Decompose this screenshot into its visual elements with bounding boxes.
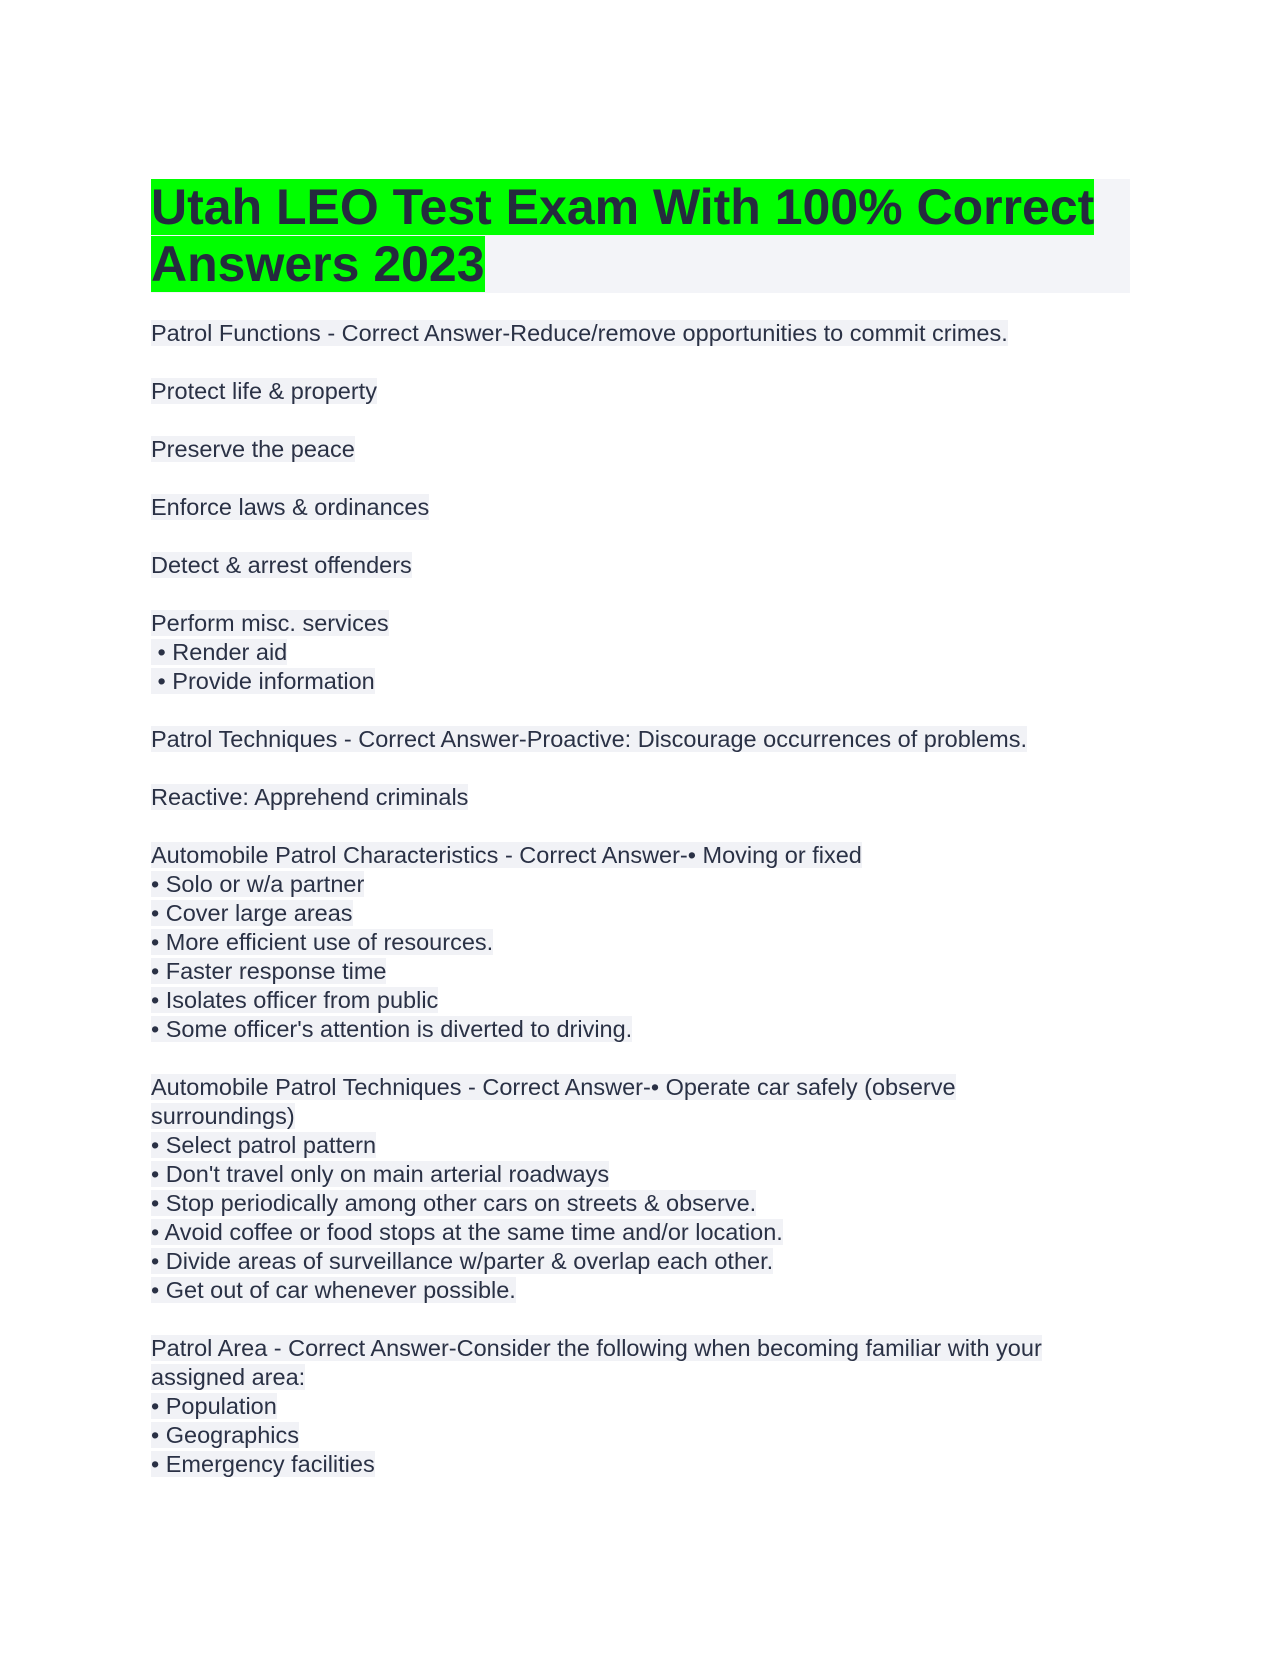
paragraph-line (151, 1392, 1130, 1421)
paragraph-line (151, 1073, 1130, 1102)
paragraph-line (151, 841, 1130, 870)
paragraph-line (151, 1334, 1130, 1363)
paragraph-line (151, 667, 1130, 696)
paragraph-line (151, 986, 1130, 1015)
paragraph-line (151, 1450, 1130, 1479)
line-text: • Divide areas of surveillance w/parter & overlap each other. (151, 1248, 774, 1274)
paragraph-line (151, 1421, 1130, 1450)
line-text: surroundings) (151, 1103, 295, 1129)
paragraph-line (151, 1189, 1130, 1218)
paragraph-line (151, 725, 1130, 754)
line-text: • Provide information (151, 668, 375, 694)
line-text: Protect life & property (151, 378, 377, 404)
paragraph-line (151, 319, 1130, 348)
line-text: • Don't travel only on main arterial roadways (151, 1161, 610, 1187)
paragraph (151, 1334, 1130, 1479)
line-text: • Geographics (151, 1422, 299, 1448)
document-body (151, 319, 1130, 1479)
paragraph-line (151, 638, 1130, 667)
paragraph (151, 841, 1130, 1044)
paragraph-line (151, 551, 1130, 580)
line-text: Detect & arrest offenders (151, 552, 412, 578)
line-text: assigned area: (151, 1364, 306, 1390)
paragraph (151, 725, 1130, 754)
paragraph-line (151, 377, 1130, 406)
line-text: • Population (151, 1393, 277, 1419)
paragraph-line (151, 783, 1130, 812)
line-text: • Some officer's attention is diverted to driving. (151, 1016, 633, 1042)
line-text: Automobile Patrol Techniques - Correct Answer-• Operate car safely (observe (151, 1074, 956, 1100)
line-text: • Render aid (151, 639, 288, 665)
line-text: • Isolates officer from public (151, 987, 439, 1013)
line-text: Patrol Functions - Correct Answer-Reduce/remove opportunities to commit crimes. (151, 320, 1008, 346)
line-text: • Avoid coffee or food stops at the same time and/or location. (151, 1219, 783, 1245)
document-title (151, 179, 1130, 293)
paragraph-line (151, 928, 1130, 957)
paragraph-line (151, 870, 1130, 899)
title-line-2: Answers 2023 (151, 236, 485, 292)
line-text: • Stop periodically among other cars on streets & observe. (151, 1190, 757, 1216)
paragraph-line (151, 957, 1130, 986)
paragraph-line (151, 435, 1130, 464)
line-text: • Cover large areas (151, 900, 353, 926)
paragraph (151, 783, 1130, 812)
paragraph-line (151, 1015, 1130, 1044)
line-text: Automobile Patrol Characteristics - Correct Answer-• Moving or fixed (151, 842, 862, 868)
paragraph-line (151, 1218, 1130, 1247)
paragraph (151, 435, 1130, 464)
paragraph (151, 319, 1130, 348)
paragraph (151, 609, 1130, 696)
line-text: Patrol Area - Correct Answer-Consider the following when becoming familiar with your (151, 1335, 1042, 1361)
paragraph-line (151, 493, 1130, 522)
line-text: • Select patrol pattern (151, 1132, 377, 1158)
document-title-block (151, 179, 1130, 293)
paragraph-line (151, 899, 1130, 928)
paragraph-line (151, 1102, 1130, 1131)
paragraph (151, 493, 1130, 522)
title-line-1: Utah LEO Test Exam With 100% Correct (151, 179, 1095, 235)
line-text: • More efficient use of resources. (151, 929, 494, 955)
line-text: Enforce laws & ordinances (151, 494, 430, 520)
paragraph-line (151, 1247, 1130, 1276)
paragraph-line (151, 1363, 1130, 1392)
line-text: • Emergency facilities (151, 1451, 375, 1477)
paragraph (151, 1073, 1130, 1305)
line-text: Perform misc. services (151, 610, 389, 636)
paragraph (151, 551, 1130, 580)
line-text: Reactive: Apprehend criminals (151, 784, 469, 810)
line-text: • Solo or w/a partner (151, 871, 365, 897)
line-text: • Get out of car whenever possible. (151, 1277, 516, 1303)
paragraph-line (151, 609, 1130, 638)
paragraph-line (151, 1131, 1130, 1160)
paragraph-line (151, 1276, 1130, 1305)
paragraph (151, 377, 1130, 406)
document-page (151, 179, 1130, 1508)
line-text: Preserve the peace (151, 436, 355, 462)
line-text: Patrol Techniques - Correct Answer-Proactive: Discourage occurrences of problems. (151, 726, 1027, 752)
paragraph-line (151, 1160, 1130, 1189)
line-text: • Faster response time (151, 958, 387, 984)
